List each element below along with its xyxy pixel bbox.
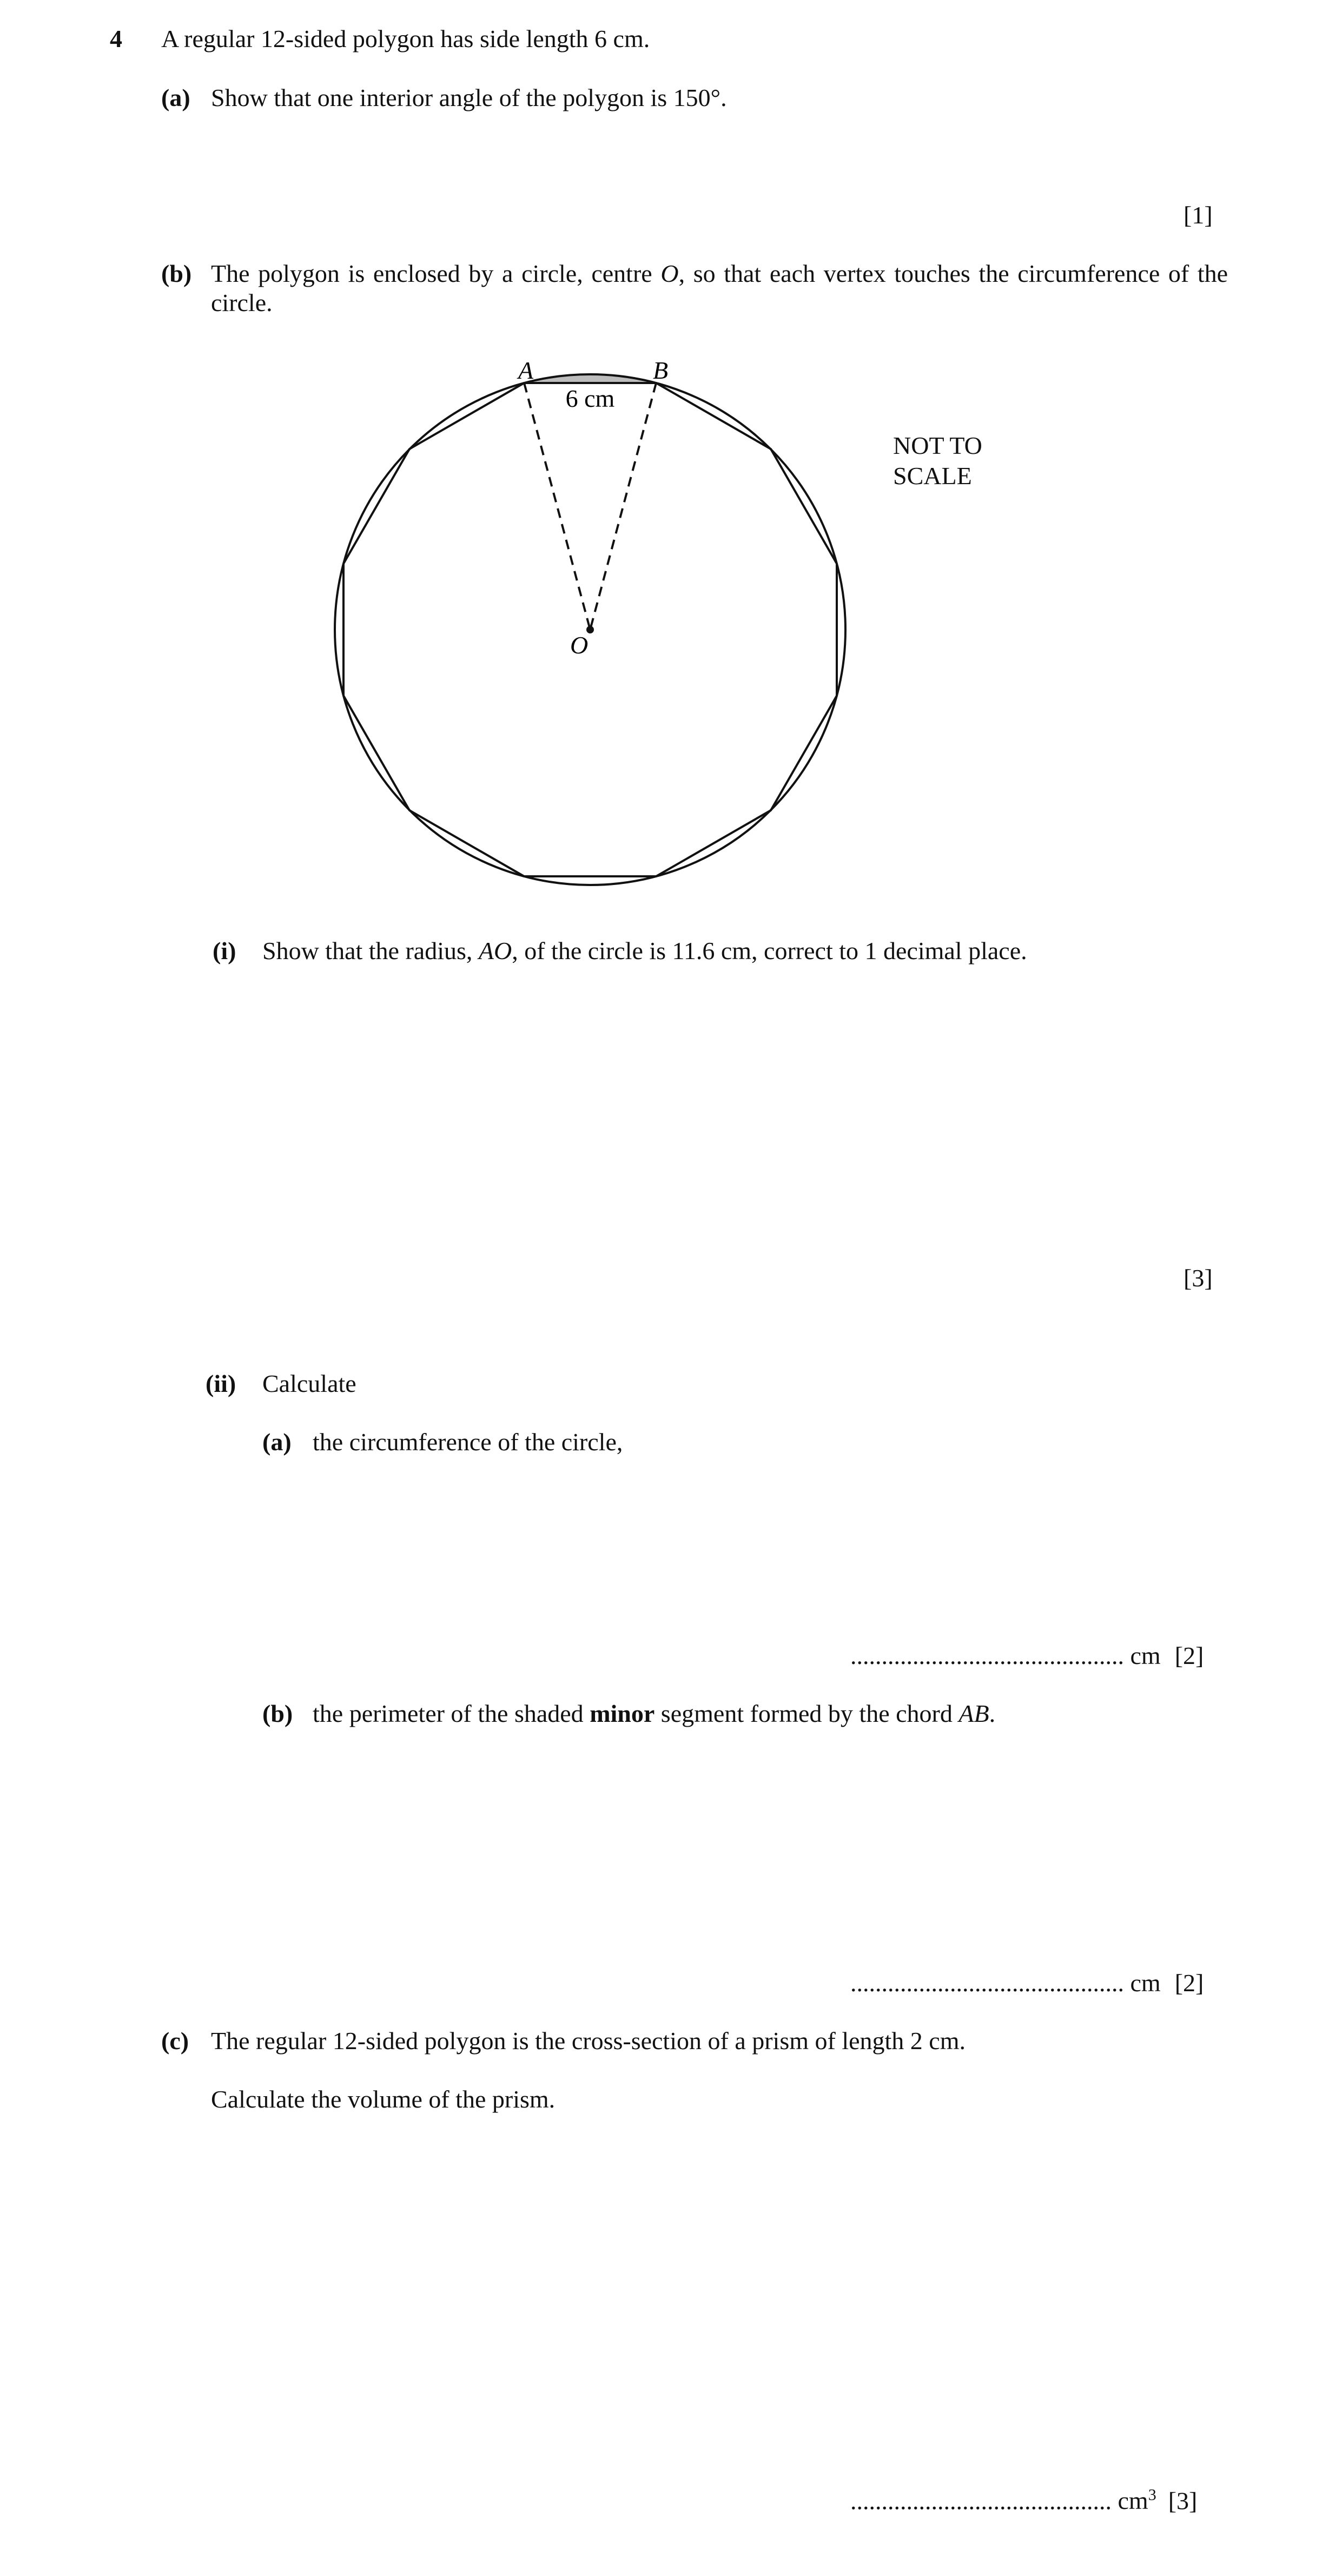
vertex-label-a: A	[518, 356, 534, 384]
vertex-label-b: B	[653, 356, 669, 384]
part-b-text-line1: The polygon is enclosed by a circle, centre O, so that each vertex touches the circumference of the	[211, 260, 1228, 287]
question-intro: A regular 12-sided polygon has side length 6 cm.	[161, 25, 650, 52]
part-b-ii-label: (ii)	[206, 1370, 236, 1397]
answer-unit: $cm^3$	[1118, 2486, 1156, 2515]
part-b-ii-b-marks: [2]	[1174, 1969, 1204, 1997]
part-b-i-text: Show that the radius, AO, of the circle is 11.6 cm, correct to 1 decimal place.	[262, 937, 1027, 965]
polygon-circle-diagram	[0, 0, 1342, 920]
answer-unit: cm	[1130, 1642, 1161, 1669]
radius-oa	[524, 383, 590, 630]
answer-line[interactable]: ..........................................	[850, 2487, 1112, 2515]
part-c-text2: Calculate the volume of the prism.	[211, 2085, 556, 2113]
answer-line[interactable]: ............................................	[850, 1642, 1124, 1669]
part-b-ii-a-label: (a)	[262, 1428, 292, 1456]
part-b-label: (b)	[161, 260, 192, 287]
part-b-ii-text: Calculate	[262, 1370, 356, 1397]
part-b-ii-b-text: the perimeter of the shaded minor segment formed by the chord AB.	[313, 1700, 996, 1727]
centre-label-o: O	[570, 631, 589, 659]
part-b-ii-a-answer-row	[850, 1641, 1204, 1670]
part-c-label: (c)	[161, 2027, 189, 2055]
not-to-scale-line2: SCALE	[893, 462, 972, 490]
part-b-ii-b-answer-row	[850, 1968, 1204, 1998]
part-a-text: Show that one interior angle of the polygon is 150°.	[211, 84, 727, 111]
radius-ob	[590, 383, 656, 630]
not-to-scale-line1: NOT TO	[893, 432, 982, 459]
part-b-i-marks: [3]	[1184, 1264, 1213, 1292]
part-b-i-label: (i)	[213, 937, 236, 965]
question-number: 4	[110, 25, 122, 52]
part-b-ii-b-label: (b)	[262, 1700, 293, 1727]
part-c-marks: [3]	[1168, 2487, 1198, 2515]
part-a-marks: [1]	[1184, 201, 1213, 229]
part-b-ii-a-marks: [2]	[1174, 1642, 1204, 1669]
part-c-text: The regular 12-sided polygon is the cross-section of a prism of length 2 cm.	[211, 2027, 966, 2055]
answer-line[interactable]: ............................................	[850, 1969, 1124, 1997]
part-c-answer-row	[850, 2486, 1197, 2516]
part-b-ii-a-text: the circumference of the circle,	[313, 1428, 623, 1456]
part-a-label: (a)	[161, 84, 190, 111]
answer-unit: cm	[1130, 1969, 1161, 1997]
side-length-label: 6 cm	[565, 385, 615, 412]
part-b-text-line2: circle.	[211, 289, 273, 316]
